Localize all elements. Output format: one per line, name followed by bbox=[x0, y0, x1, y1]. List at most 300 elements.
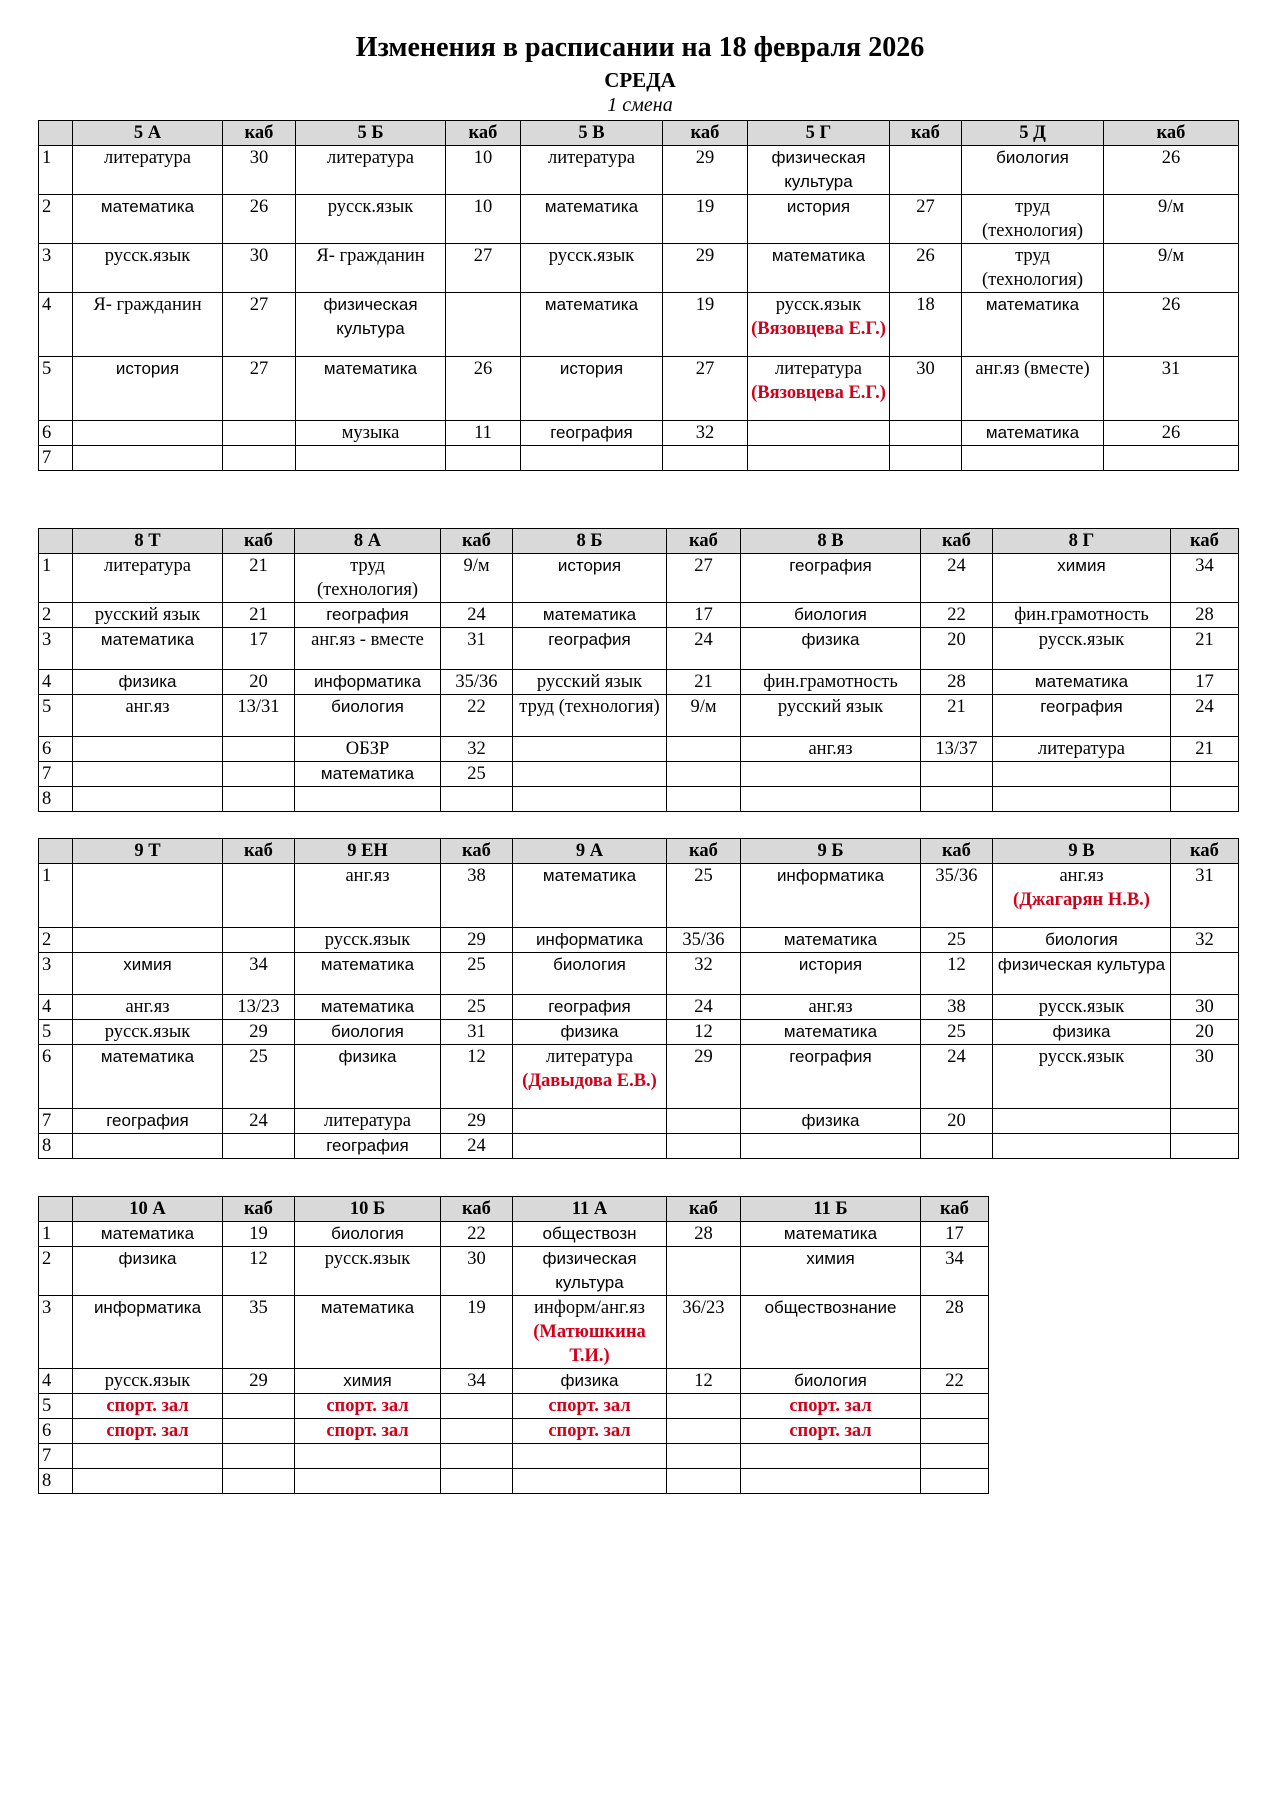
room-number: 11 bbox=[446, 421, 521, 446]
class-header: 5 Г bbox=[748, 121, 890, 146]
lesson-row bbox=[39, 244, 1239, 293]
lesson-row bbox=[39, 762, 1239, 787]
subject-name: физика bbox=[560, 1371, 619, 1390]
room-number bbox=[890, 146, 962, 195]
subject-cell bbox=[73, 762, 223, 787]
subject-name: биология bbox=[1045, 930, 1118, 949]
subject-cell bbox=[295, 1469, 441, 1494]
room-number: 34 bbox=[921, 1247, 989, 1296]
subject-cell bbox=[513, 554, 667, 603]
subject-name: математика bbox=[100, 197, 195, 216]
room-number bbox=[667, 1134, 741, 1159]
subject-cell bbox=[513, 953, 667, 995]
subject-cell bbox=[73, 695, 223, 737]
subject-cell bbox=[296, 146, 446, 195]
subject-cell bbox=[295, 995, 441, 1020]
subject-name: физическая культура bbox=[542, 1249, 637, 1292]
room-number: 13/23 bbox=[223, 995, 295, 1020]
room-number: 17 bbox=[223, 628, 295, 670]
subject-name: литература bbox=[1038, 739, 1125, 759]
lesson-number: 4 bbox=[39, 1369, 73, 1394]
subject-name: математика bbox=[323, 359, 418, 378]
room-number: 29 bbox=[667, 1045, 741, 1109]
room-number bbox=[223, 1134, 295, 1159]
subject-cell bbox=[73, 244, 223, 293]
subject-cell bbox=[295, 1045, 441, 1109]
lesson-number: 1 bbox=[39, 864, 73, 928]
subject-cell bbox=[73, 1109, 223, 1134]
room-number: 29 bbox=[441, 1109, 513, 1134]
subject-cell bbox=[521, 195, 663, 244]
lesson-row bbox=[39, 1296, 989, 1369]
subject-cell bbox=[993, 1134, 1171, 1159]
subject-cell bbox=[741, 554, 921, 603]
shift-label: 1 смена bbox=[607, 94, 673, 116]
room-number bbox=[667, 1444, 741, 1469]
subject-cell bbox=[295, 1419, 441, 1444]
subject-name: анг.яз bbox=[808, 997, 853, 1017]
subject-cell bbox=[73, 1369, 223, 1394]
room-number: 30 bbox=[223, 146, 296, 195]
subject-cell bbox=[741, 928, 921, 953]
subject-name: анг.яз bbox=[125, 697, 170, 717]
room-header: каб bbox=[921, 529, 993, 554]
room-number: 21 bbox=[223, 554, 295, 603]
room-number bbox=[921, 1469, 989, 1494]
subject-cell bbox=[741, 1109, 921, 1134]
class-header: 10 А bbox=[73, 1197, 223, 1222]
subject-cell bbox=[513, 1045, 667, 1109]
subject-cell bbox=[296, 244, 446, 293]
subject-name: биология bbox=[553, 955, 626, 974]
subject-name: история bbox=[557, 556, 622, 575]
subject-name: физика bbox=[1052, 1022, 1111, 1041]
subject-cell bbox=[748, 357, 890, 421]
subject-cell bbox=[296, 421, 446, 446]
subject-name: математика bbox=[985, 295, 1080, 314]
room-number: 30 bbox=[441, 1247, 513, 1296]
room-number bbox=[921, 762, 993, 787]
sport-hall-note: спорт. зал bbox=[548, 1396, 631, 1416]
lesson-number: 7 bbox=[39, 1444, 73, 1469]
room-number bbox=[223, 1444, 295, 1469]
room-number bbox=[1171, 1109, 1239, 1134]
lesson-number: 5 bbox=[39, 357, 73, 421]
lesson-row bbox=[39, 421, 1239, 446]
subject-cell bbox=[295, 628, 441, 670]
lesson-number-header bbox=[39, 529, 73, 554]
subject-cell bbox=[295, 1222, 441, 1247]
subject-cell bbox=[741, 1419, 921, 1444]
subject-cell bbox=[295, 1134, 441, 1159]
subject-name: ОБЗР bbox=[345, 739, 390, 759]
lesson-row bbox=[39, 928, 1239, 953]
lesson-number: 2 bbox=[39, 928, 73, 953]
subject-cell bbox=[741, 1222, 921, 1247]
lesson-number: 1 bbox=[39, 146, 73, 195]
sport-hall-note: спорт. зал bbox=[106, 1421, 189, 1441]
room-number: 34 bbox=[1171, 554, 1239, 603]
room-number bbox=[667, 1469, 741, 1494]
class-header: 8 Б bbox=[513, 529, 667, 554]
subject-cell bbox=[73, 603, 223, 628]
room-number: 31 bbox=[1104, 357, 1239, 421]
lesson-number-header bbox=[39, 121, 73, 146]
room-number: 24 bbox=[223, 1109, 295, 1134]
room-header: каб bbox=[441, 839, 513, 864]
subject-cell bbox=[513, 1444, 667, 1469]
room-number bbox=[441, 1469, 513, 1494]
room-number: 29 bbox=[223, 1020, 295, 1045]
subject-cell bbox=[513, 628, 667, 670]
room-number: 25 bbox=[441, 953, 513, 995]
room-number bbox=[667, 762, 741, 787]
subject-cell bbox=[741, 1369, 921, 1394]
subject-name: физическая культура bbox=[323, 295, 418, 338]
room-number: 31 bbox=[441, 628, 513, 670]
subject-cell bbox=[73, 146, 223, 195]
subject-cell bbox=[73, 1296, 223, 1369]
room-number: 35/36 bbox=[667, 928, 741, 953]
subject-cell bbox=[73, 357, 223, 421]
subject-cell bbox=[513, 995, 667, 1020]
room-number: 19 bbox=[441, 1296, 513, 1369]
room-number bbox=[446, 446, 521, 471]
lesson-row bbox=[39, 1469, 989, 1494]
sport-hall-note: спорт. зал bbox=[789, 1421, 872, 1441]
room-number: 20 bbox=[1171, 1020, 1239, 1045]
lesson-number: 3 bbox=[39, 953, 73, 995]
class-header: 9 А bbox=[513, 839, 667, 864]
subject-cell bbox=[962, 446, 1104, 471]
lesson-number: 3 bbox=[39, 628, 73, 670]
subject-cell bbox=[73, 1394, 223, 1419]
lesson-number-header bbox=[39, 839, 73, 864]
subject-cell bbox=[513, 762, 667, 787]
subject-cell bbox=[741, 1444, 921, 1469]
subject-cell bbox=[741, 864, 921, 928]
lesson-row bbox=[39, 357, 1239, 421]
lesson-number: 4 bbox=[39, 293, 73, 357]
room-number bbox=[223, 1419, 295, 1444]
subject-cell bbox=[513, 737, 667, 762]
subject-name: математика bbox=[544, 295, 639, 314]
room-number bbox=[921, 1444, 989, 1469]
subject-name: география bbox=[326, 1136, 409, 1155]
subject-cell bbox=[993, 953, 1171, 995]
room-header: каб bbox=[667, 839, 741, 864]
room-number: 22 bbox=[441, 695, 513, 737]
room-number bbox=[667, 787, 741, 812]
room-number: 17 bbox=[921, 1222, 989, 1247]
room-number bbox=[223, 762, 295, 787]
subject-cell bbox=[73, 1444, 223, 1469]
room-number: 22 bbox=[921, 1369, 989, 1394]
schedule-table-grade-5 bbox=[38, 120, 1239, 471]
subject-cell bbox=[513, 1369, 667, 1394]
subject-cell bbox=[295, 737, 441, 762]
subject-name: русск.язык bbox=[1038, 997, 1125, 1017]
table-header-row bbox=[39, 1197, 989, 1222]
subject-cell bbox=[296, 357, 446, 421]
subject-cell bbox=[741, 1134, 921, 1159]
room-number bbox=[441, 787, 513, 812]
subject-name: география bbox=[548, 997, 631, 1016]
subject-cell bbox=[993, 554, 1171, 603]
teacher-note: (Вязовцева Е.Г.) bbox=[751, 319, 886, 339]
lesson-row bbox=[39, 1369, 989, 1394]
lesson-row bbox=[39, 995, 1239, 1020]
lesson-row bbox=[39, 1045, 1239, 1109]
subject-name: информатика bbox=[535, 930, 644, 949]
lesson-row bbox=[39, 787, 1239, 812]
lesson-row bbox=[39, 864, 1239, 928]
room-number bbox=[890, 421, 962, 446]
subject-name: русск.язык bbox=[548, 246, 635, 266]
room-number: 20 bbox=[223, 670, 295, 695]
lesson-number: 2 bbox=[39, 1247, 73, 1296]
room-header: каб bbox=[667, 529, 741, 554]
subject-cell bbox=[73, 1419, 223, 1444]
room-number: 21 bbox=[1171, 737, 1239, 762]
lesson-number-header bbox=[39, 1197, 73, 1222]
room-header: каб bbox=[441, 529, 513, 554]
subject-name: информатика bbox=[776, 866, 885, 885]
subject-cell bbox=[521, 446, 663, 471]
room-number: 31 bbox=[1171, 864, 1239, 928]
subject-cell bbox=[993, 603, 1171, 628]
subject-cell bbox=[73, 1247, 223, 1296]
room-header: каб bbox=[223, 839, 295, 864]
subject-name: математика bbox=[320, 997, 415, 1016]
subject-name: русск.язык bbox=[324, 930, 411, 950]
schedule-table-grade-8 bbox=[38, 528, 1239, 812]
subject-name: информ/анг.яз bbox=[534, 1298, 645, 1318]
class-header: 5 Б bbox=[296, 121, 446, 146]
room-number bbox=[223, 1469, 295, 1494]
subject-name: физическая культура bbox=[771, 148, 866, 191]
subject-name: физика bbox=[560, 1022, 619, 1041]
subject-name: русский язык bbox=[536, 672, 643, 692]
subject-name: анг.яз bbox=[345, 866, 390, 886]
subject-cell bbox=[741, 603, 921, 628]
subject-cell bbox=[513, 928, 667, 953]
subject-cell bbox=[295, 1369, 441, 1394]
subject-name: математика bbox=[100, 1224, 195, 1243]
room-number: 22 bbox=[441, 1222, 513, 1247]
subject-name: русск.язык bbox=[104, 246, 191, 266]
room-number: 26 bbox=[1104, 293, 1239, 357]
subject-cell bbox=[993, 695, 1171, 737]
subject-cell bbox=[73, 995, 223, 1020]
room-number: 12 bbox=[223, 1247, 295, 1296]
room-number: 34 bbox=[223, 953, 295, 995]
subject-name: фин.грамотность bbox=[763, 672, 898, 692]
subject-cell bbox=[73, 1045, 223, 1109]
subject-cell bbox=[73, 1469, 223, 1494]
subject-name: математика bbox=[100, 630, 195, 649]
subject-cell bbox=[73, 670, 223, 695]
room-number: 17 bbox=[667, 603, 741, 628]
room-header: каб bbox=[663, 121, 748, 146]
room-number bbox=[921, 1419, 989, 1444]
room-header: каб bbox=[223, 1197, 295, 1222]
room-header: каб bbox=[441, 1197, 513, 1222]
subject-name: география bbox=[789, 556, 872, 575]
room-number: 25 bbox=[441, 762, 513, 787]
lesson-row bbox=[39, 1419, 989, 1444]
room-number: 28 bbox=[1171, 603, 1239, 628]
subject-cell bbox=[513, 864, 667, 928]
lesson-row bbox=[39, 1109, 1239, 1134]
lesson-number: 5 bbox=[39, 1020, 73, 1045]
subject-name: литература bbox=[104, 556, 191, 576]
room-number: 9/м bbox=[667, 695, 741, 737]
subject-cell bbox=[295, 554, 441, 603]
class-header: 11 А bbox=[513, 1197, 667, 1222]
room-number: 29 bbox=[663, 244, 748, 293]
room-number bbox=[667, 1419, 741, 1444]
room-number: 32 bbox=[1171, 928, 1239, 953]
subject-name: математика bbox=[783, 1224, 878, 1243]
room-number: 26 bbox=[1104, 146, 1239, 195]
subject-cell bbox=[741, 1020, 921, 1045]
class-header: 9 Б bbox=[741, 839, 921, 864]
subject-name: труд (технология) bbox=[981, 246, 1083, 290]
subject-name: русск.язык bbox=[327, 197, 414, 217]
room-header: каб bbox=[223, 529, 295, 554]
lesson-number: 1 bbox=[39, 1222, 73, 1247]
lesson-row bbox=[39, 1444, 989, 1469]
subject-name: анг.яз (вместе) bbox=[975, 359, 1090, 379]
class-header: 8 В bbox=[741, 529, 921, 554]
room-number: 21 bbox=[223, 603, 295, 628]
subject-name: история bbox=[115, 359, 180, 378]
subject-cell bbox=[513, 1296, 667, 1369]
room-header: каб bbox=[890, 121, 962, 146]
lesson-row bbox=[39, 695, 1239, 737]
room-number bbox=[890, 446, 962, 471]
class-header: 8 Т bbox=[73, 529, 223, 554]
room-number: 29 bbox=[223, 1369, 295, 1394]
subject-cell bbox=[73, 953, 223, 995]
subject-name: Я- гражданин bbox=[93, 295, 202, 315]
subject-cell bbox=[73, 554, 223, 603]
subject-name: биология bbox=[331, 1022, 404, 1041]
room-number: 19 bbox=[663, 293, 748, 357]
room-number bbox=[663, 446, 748, 471]
lesson-row bbox=[39, 1394, 989, 1419]
room-number bbox=[1171, 953, 1239, 995]
class-header: 9 ЕН bbox=[295, 839, 441, 864]
subject-cell bbox=[741, 953, 921, 995]
subject-cell bbox=[748, 195, 890, 244]
subject-cell bbox=[993, 928, 1171, 953]
subject-name: русск.язык bbox=[104, 1022, 191, 1042]
subject-name: математика bbox=[100, 1047, 195, 1066]
subject-cell bbox=[295, 695, 441, 737]
subject-cell bbox=[748, 421, 890, 446]
room-number: 25 bbox=[223, 1045, 295, 1109]
room-number: 9/м bbox=[1104, 244, 1239, 293]
subject-name: литература bbox=[327, 148, 414, 168]
subject-cell bbox=[295, 1020, 441, 1045]
subject-cell bbox=[521, 244, 663, 293]
table-header-row bbox=[39, 839, 1239, 864]
subject-cell bbox=[741, 628, 921, 670]
subject-name: анг.яз bbox=[808, 739, 853, 759]
room-number: 30 bbox=[1171, 995, 1239, 1020]
room-number: 38 bbox=[441, 864, 513, 928]
subject-cell bbox=[748, 293, 890, 357]
subject-cell bbox=[741, 1469, 921, 1494]
room-number: 36/23 bbox=[667, 1296, 741, 1369]
room-number bbox=[441, 1419, 513, 1444]
subject-cell bbox=[513, 1109, 667, 1134]
subject-cell bbox=[513, 1222, 667, 1247]
subject-name: математика bbox=[771, 246, 866, 265]
room-number bbox=[223, 787, 295, 812]
class-header: 5 А bbox=[73, 121, 223, 146]
subject-cell bbox=[993, 787, 1171, 812]
room-number: 20 bbox=[921, 628, 993, 670]
room-number: 21 bbox=[1171, 628, 1239, 670]
subject-name: литература bbox=[546, 1047, 633, 1067]
room-number bbox=[441, 1444, 513, 1469]
subject-name: математика bbox=[320, 955, 415, 974]
subject-cell bbox=[962, 195, 1104, 244]
subject-cell bbox=[748, 446, 890, 471]
room-header: каб bbox=[446, 121, 521, 146]
subject-cell bbox=[993, 670, 1171, 695]
subject-name: математика bbox=[542, 866, 637, 885]
room-number bbox=[441, 1394, 513, 1419]
lesson-row bbox=[39, 603, 1239, 628]
room-number: 12 bbox=[921, 953, 993, 995]
subject-cell bbox=[521, 146, 663, 195]
room-number: 29 bbox=[441, 928, 513, 953]
lesson-row bbox=[39, 1222, 989, 1247]
lesson-number: 3 bbox=[39, 244, 73, 293]
subject-cell bbox=[993, 1109, 1171, 1134]
subject-name: русск.язык bbox=[1038, 630, 1125, 650]
subject-name: география bbox=[789, 1047, 872, 1066]
subject-name: биология bbox=[794, 605, 867, 624]
lesson-number: 5 bbox=[39, 1394, 73, 1419]
lesson-number: 4 bbox=[39, 995, 73, 1020]
subject-cell bbox=[513, 603, 667, 628]
room-number bbox=[1104, 446, 1239, 471]
subject-name: математика bbox=[1034, 672, 1129, 691]
room-number: 25 bbox=[667, 864, 741, 928]
subject-name: анг.яз bbox=[125, 997, 170, 1017]
sport-hall-note: спорт. зал bbox=[106, 1396, 189, 1416]
subject-cell bbox=[741, 670, 921, 695]
subject-cell bbox=[513, 1469, 667, 1494]
room-number: 32 bbox=[663, 421, 748, 446]
room-number: 26 bbox=[446, 357, 521, 421]
subject-cell bbox=[295, 603, 441, 628]
subject-cell bbox=[296, 195, 446, 244]
subject-cell bbox=[993, 1020, 1171, 1045]
lesson-number: 5 bbox=[39, 695, 73, 737]
subject-cell bbox=[73, 864, 223, 928]
room-number: 24 bbox=[1171, 695, 1239, 737]
lesson-number: 4 bbox=[39, 670, 73, 695]
subject-name: химия bbox=[343, 1371, 392, 1390]
subject-cell bbox=[73, 737, 223, 762]
room-number: 38 bbox=[921, 995, 993, 1020]
